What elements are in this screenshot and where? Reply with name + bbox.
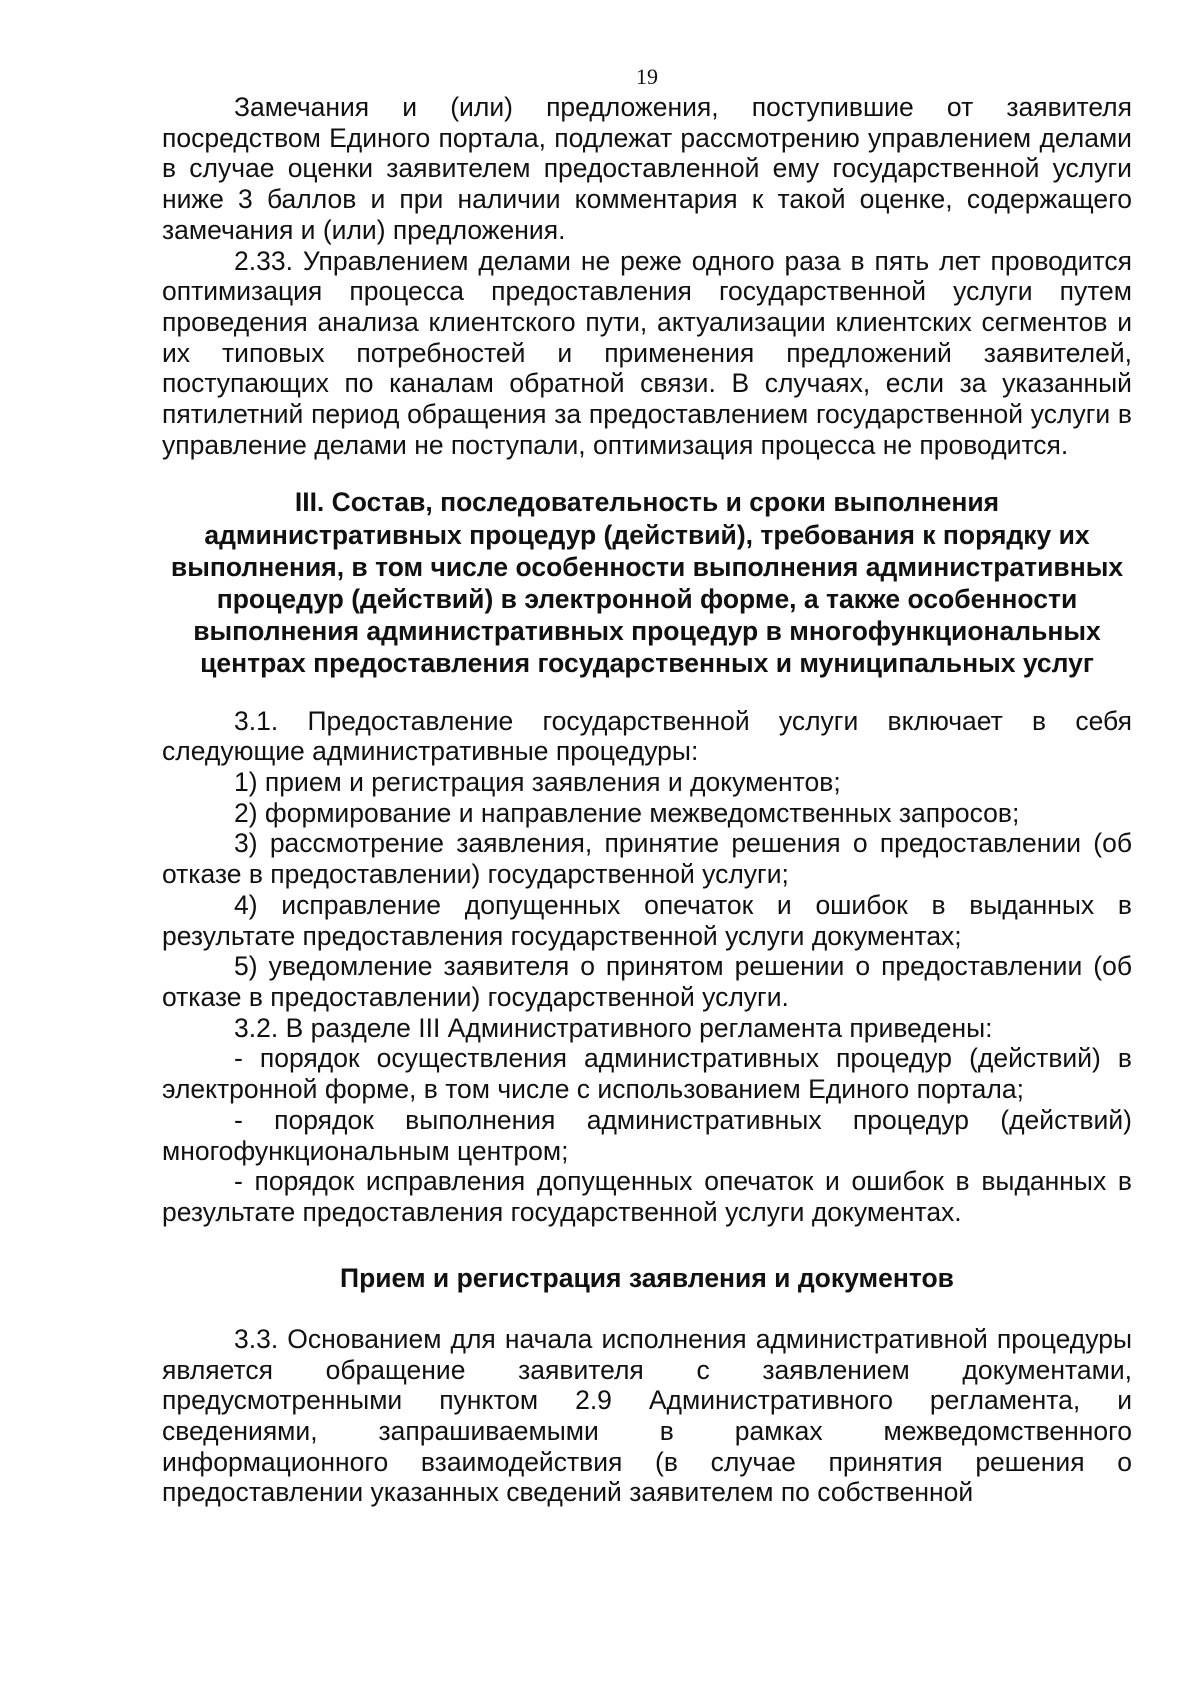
paragraph-3-3: 3.3. Основанием для начала исполнения административной процедуры является обращение заявителя с заявлением документами, предусмотренными пунктом 2.9 Административного регламента, и сведениями, запрашиваемыми в рамках межведомственного информационного взаимодействия (в случае принятия решения о предоставлении указанных сведений заявителем по собственной: [162, 1323, 1132, 1508]
section-heading: III. Состав, последовательность и сроки выполнения административных процедур (действий), требования к порядку их выполнения, в том числе особенности выполнения административных процедур (действий) в электронной форме, а также особенности выполнения административных процедур в многофункциональных центрах предоставления государственных и муниципальных услуг: [170, 487, 1124, 679]
document-page: [162, 62, 1132, 1508]
paragraph-3-1: 3.1. Предоставление государственной услуги включает в себя следующие административные процедуры:: [162, 705, 1132, 767]
page-number: 19: [636, 64, 658, 89]
dash-item-mfc: - порядок выполнения административных процедур (действий) многофункциональным центром;: [162, 1104, 1132, 1166]
list-item-3: 3) рассмотрение заявления, принятие решения о предоставлении (об отказе в предоставлении) государственной услуги;: [162, 828, 1132, 890]
dash-item-corrections: - порядок исправления допущенных опечаток и ошибок в выданных в результате предоставления государственной услуги документах.: [162, 1166, 1132, 1227]
paragraph-2-33: 2.33. Управлением делами не реже одного раза в пять лет проводится оптимизация процесса предоставления государственной услуги путем проведения анализа клиентского пути, актуализации клиентских сегментов и их типовых потребностей и применения предложений заявителей, поступающих по каналам обратной связи. В случаях, если за указанный пятилетний период обращения за предоставлением государственной услуги в управление делами не поступали, оптимизация процесса не проводится.: [162, 245, 1132, 460]
subsection-heading: Прием и регистрация заявления и документов: [340, 1262, 954, 1293]
list-item-2: 2) формирование и направление межведомственных запросов;: [234, 797, 1020, 828]
dash-item-electronic: - порядок осуществления административных процедур (действий) в электронной форме, в том числе с использованием Единого портала;: [162, 1043, 1132, 1105]
list-item-4: 4) исправление допущенных опечаток и ошибок в выданных в результате предоставления государственной услуги документах;: [162, 889, 1132, 951]
paragraph-3-2: 3.2. В разделе III Административного регламента приведены:: [234, 1012, 993, 1043]
paragraph-remarks: Замечания и (или) предложения, поступившие от заявителя посредством Единого портала, подлежат рассмотрению управлением делами в случае оценки заявителем предоставленной ему государственной услуги ниже 3 баллов и при наличии комментария к такой оценке, содержащего замечания и (или) предложения.: [162, 92, 1132, 245]
list-item-1: 1) прием и регистрация заявления и документов;: [234, 767, 841, 798]
list-item-5: 5) уведомление заявителя о принятом решении о предоставлении (об отказе в предоставлении) государственной услуги.: [162, 951, 1132, 1012]
